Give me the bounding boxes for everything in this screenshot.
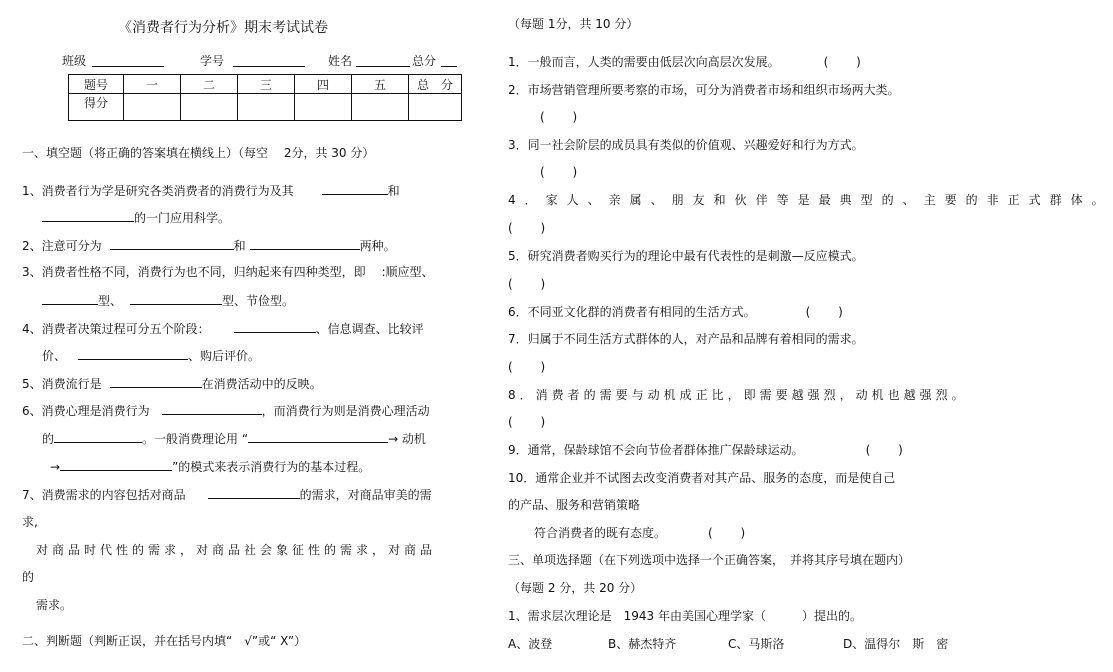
answer-paren[interactable]: ( ) <box>708 526 746 540</box>
score-header-cell: 四 <box>295 75 352 94</box>
s2-q4: 4．家人、亲属、朋友和伙伴等是最典型的、主要的非正式群体。 <box>508 193 1113 207</box>
score-cell[interactable] <box>238 94 295 121</box>
class-field[interactable] <box>92 54 164 67</box>
answer-blank[interactable] <box>42 209 134 222</box>
answer-paren[interactable]: ( ) <box>508 360 546 374</box>
s2-q10: 10．通常企业并不试图去改变消费者对其产品、服务的态度，而是使自己 <box>508 471 896 485</box>
s2-q6: 6．不同亚文化群的消费者有相同的生活方式。 ( ) <box>508 305 843 319</box>
exam-title: 《消费者行为分析》期末考试试卷 <box>118 20 328 36</box>
score-cell[interactable] <box>181 94 238 121</box>
s1-q2: 2、注意可分为 和 两种。 <box>22 239 396 253</box>
score-row-label: 得分 <box>69 94 124 121</box>
s1-q3: 3、消费者性格不同，消费行为也不同，归纳起来有四种类型，即 :顺应型、 <box>22 265 434 279</box>
s1-q7-cont2: 对商品时代性的需求，对商品社会象征性的需求，对商品 <box>36 543 437 557</box>
answer-paren[interactable]: ( ) <box>865 443 903 457</box>
answer-blank[interactable] <box>322 182 388 195</box>
s2-q5: 5．研究消费者购买行为的理论中最有代表性的是刺激—反应模式。 <box>508 249 864 263</box>
section3-scoring: （每题 2 分，共 20 分） <box>508 581 643 595</box>
answer-paren[interactable]: ( ) <box>540 165 578 179</box>
answer-blank[interactable] <box>54 430 142 443</box>
section2-heading: 二、判断题（判断正误，并在括号内填“ √”或“ X”） <box>22 634 307 648</box>
name-label: 姓名 <box>328 54 353 68</box>
total-field[interactable] <box>441 54 457 67</box>
answer-blank[interactable] <box>42 292 98 305</box>
answer-paren[interactable]: ( ) <box>823 55 861 69</box>
s1-q6-cont2: → ”的模式来表示消费行为的基本过程。 <box>50 460 371 474</box>
answer-blank[interactable] <box>60 458 172 471</box>
answer-blank[interactable] <box>110 237 234 250</box>
s1-q7-cont3: 的 <box>22 570 35 584</box>
s2-q2: 2．市场营销管理所要考察的市场，可分为消费者市场和组织市场两大类。 <box>508 83 900 97</box>
total-label: 总分 <box>412 54 437 68</box>
score-header-cell: 总 分 <box>409 75 462 94</box>
answer-paren[interactable]: ( ) <box>805 305 843 319</box>
s1-q6-cont: 的 。一般消费理论用 “ → 动机 <box>42 432 426 446</box>
s2-q9: 9．通常，保龄球馆不会向节俭者群体推广保龄球运动。 ( ) <box>508 443 903 457</box>
answer-blank[interactable] <box>234 320 316 333</box>
s2-q7: 7．归属于不同生活方式群体的人，对产品和品牌有着相同的需求。 <box>508 332 864 346</box>
s1-q3-cont: 型、 型、节俭型。 <box>42 292 294 309</box>
s1-q4-cont: 价、 、购后评价。 <box>42 349 261 363</box>
s3-q1-option-b[interactable]: B、赫杰特齐 <box>608 637 677 651</box>
s3-q1: 1、需求层次理论是 1943 年由美国心理学家（ ）提出的。 <box>508 609 862 623</box>
answer-paren[interactable]: ( ) <box>540 110 578 124</box>
s3-q1-option-d[interactable]: D、温得尔 斯 密 <box>843 637 949 651</box>
score-header-cell: 题号 <box>69 75 124 94</box>
s2-q1: 1．一般而言，人类的需要由低层次向高层次发展。 ( ) <box>508 55 861 69</box>
answer-blank[interactable] <box>78 347 188 360</box>
s1-q4: 4、消费者决策过程可分五个阶段： 、信息调查、比较评 <box>22 322 424 336</box>
answer-blank[interactable] <box>250 237 360 250</box>
score-header-cell: 三 <box>238 75 295 94</box>
s3-q1-option-a[interactable]: A、波登 <box>508 637 553 651</box>
student-id-field[interactable] <box>233 54 305 67</box>
answer-blank[interactable] <box>208 486 300 499</box>
score-cell[interactable] <box>295 94 352 121</box>
s1-q1-cont: 的一门应用科学。 <box>42 209 230 226</box>
s1-q6: 6、消费心理是消费行为 ，而消费行为则是消费心理活动 <box>22 404 430 418</box>
score-header-cell: 二 <box>181 75 238 94</box>
s1-q5: 5、消费流行是 在消费活动中的反映。 <box>22 377 322 391</box>
s2-q10-cont: 的产品、服务和营销策略 <box>508 498 641 512</box>
s2-q8: 8．消费者的需要与动机成正比，即需要越强烈，动机也越强烈。 <box>508 388 968 402</box>
answer-paren[interactable]: ( ) <box>508 277 546 291</box>
score-header-cell: 一 <box>124 75 181 94</box>
s1-q1: 1、消费者行为学是研究各类消费者的消费行为及其 和 <box>22 184 400 198</box>
s1-q7: 7、消费需求的内容包括对商品 的需求，对商品审美的需 <box>22 488 432 502</box>
score-header-cell: 五 <box>352 75 409 94</box>
s1-q7-cont: 求, <box>22 515 38 529</box>
s2-q3: 3．同一社会阶层的成员具有类似的价值观、兴趣爱好和行为方式。 <box>508 138 864 152</box>
name-field[interactable] <box>356 54 410 67</box>
answer-paren[interactable]: ( ) <box>508 415 546 429</box>
class-label: 班级 <box>62 54 87 68</box>
answer-blank[interactable] <box>110 375 202 388</box>
section3-heading: 三、单项选择题（在下列选项中选择一个正确答案， 并将其序号填在题内） <box>508 553 911 567</box>
answer-blank[interactable] <box>248 430 388 443</box>
s1-q7-cont4: 需求。 <box>36 598 73 612</box>
s3-q1-option-c[interactable]: C、马斯洛 <box>728 637 785 651</box>
score-cell[interactable] <box>409 94 462 121</box>
section1-heading: 一、填空题（将正确的答案填在横线上）（每空 2分，共 30 分） <box>22 146 375 160</box>
answer-paren[interactable]: ( ) <box>508 221 546 235</box>
answer-blank[interactable] <box>130 292 222 305</box>
s2-q10-cont2: 符合消费者的既有态度。 ( ) <box>534 526 746 540</box>
section2-scoring: （每题 1分，共 10 分） <box>508 17 639 31</box>
score-table <box>68 74 462 121</box>
student-id-label: 学号 <box>200 54 225 68</box>
answer-blank[interactable] <box>162 402 262 415</box>
score-cell[interactable] <box>352 94 409 121</box>
score-cell[interactable] <box>124 94 181 121</box>
